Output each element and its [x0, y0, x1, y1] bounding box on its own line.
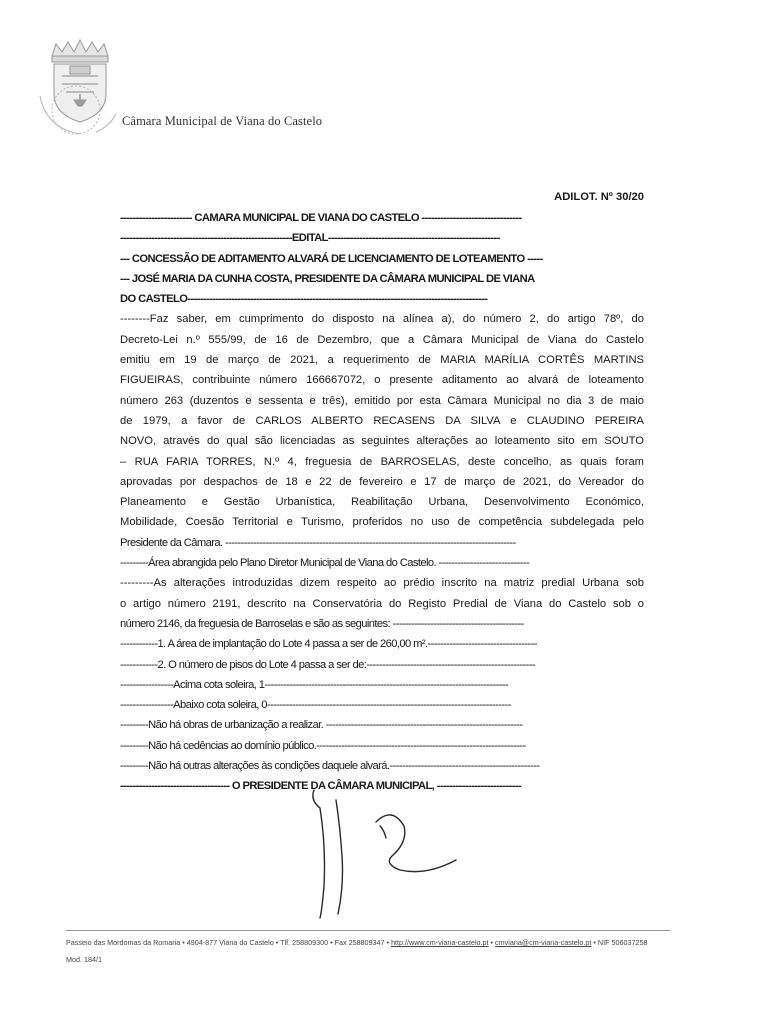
- heading-line-2: -------------------------------------------------------EDITAL-------------------------------------------------------: [120, 232, 500, 245]
- paragraph-line: aprovadas por despachos de 18 e 22 de fevereiro e 17 de março de 2021, do Vereador do: [120, 475, 644, 488]
- footer-separator: •: [488, 938, 496, 947]
- alteration-item: -----------------Abaixo cota soleira, 0------------------------------------------------------------------------------: [120, 699, 511, 712]
- paragraph-line: de 1979, a favor de CARLOS ALBERTO RECASENS DA SILVA e CLAUDINO PEREIRA: [120, 414, 644, 427]
- paragraph-line: Planeamento e Gestão Urbanística, Reabilitação Urbana, Desenvolvimento Económico,: [120, 496, 644, 509]
- paragraph-line: número 2146, da freguesia de Barroselas e são as seguintes: ------------------------------------------: [120, 617, 524, 630]
- paragraph-line: Mobilidade, Coesão Territorial e Turismo, proferidos no uso de competência subdelegada pelo: [120, 516, 644, 529]
- footer-divider: [66, 930, 670, 931]
- footer-email-link[interactable]: cmviana@cm-viana-castelo.pt: [495, 938, 592, 947]
- footer-nif: • NIF 506037258: [591, 938, 648, 947]
- president-signature: [296, 786, 516, 926]
- alteration-item: -----------------Acima cota soleira, 1------------------------------------------------------------------------------: [120, 678, 509, 691]
- paragraph-line: Decreto-Lei n.º 555/99, de 16 de Dezembro, que a Câmara Municipal de Viana do Castelo: [120, 333, 644, 346]
- pdm-area-line: ---------Área abrangida pelo Plano Diretor Municipal de Viana do Castelo. -----------------------------: [120, 557, 530, 570]
- municipality-name: Câmara Municipal de Viana do Castelo: [122, 114, 323, 128]
- heading-line-5: DO CASTELO------------------------------------------------------------------------------------------------: [120, 293, 488, 306]
- heading-line-3: --- CONCESSÃO DE ADITAMENTO ALVARÁ DE LICENCIAMENTO DE LOTEAMENTO -----: [120, 252, 543, 265]
- alteration-item: ---------Não há outras alterações às condições daquele alvará.------------------------------------------------: [120, 760, 540, 773]
- footer-website-link[interactable]: http://www.cm-viana-castelo.pt: [391, 938, 489, 947]
- paragraph-line: o artigo número 2191, descrito na Conservatória do Registo Predial de Viana do Castelo sob o: [120, 597, 644, 610]
- alteration-item: ---------Não há obras de urbanização a realizar. ---------------------------------------------------------------: [120, 719, 523, 732]
- paragraph-line: FIGUEIRAS, contribuinte número 166667072, o presente aditamento ao alvará de loteamento: [120, 374, 644, 387]
- municipal-seal-icon: [36, 36, 120, 136]
- form-model-code: Mod. 184/1: [66, 955, 102, 964]
- alteration-item: ------------1. A área de implantação do Lote 4 passa a ser de 260,00 m².-----------------------------------: [120, 638, 537, 651]
- paragraph-line: NOVO, através do qual são licenciadas as seguintes alterações ao loteamento sito em SOUTO: [120, 435, 644, 448]
- footer-address: Passeio das Mordomas da Romaria • 4904-877 Viana do Castelo • Tlf. 258809300 • Fax 258809347 •: [66, 938, 392, 947]
- heading-line-4: --- JOSÉ MARIA DA CUNHA COSTA, PRESIDENTE DA CÂMARA MUNICIPAL DE VIANA: [120, 272, 535, 285]
- alteration-item: ------------2. O número de pisos do Lote 4 passa a ser de:------------------------------------------------------: [120, 658, 536, 671]
- paragraph-line: emitiu em 19 de março de 2021, a requerimento de MARIA MARÍLIA CORTÊS MARTINS: [120, 354, 644, 367]
- paragraph-line: Presidente da Câmara. ---------------------------------------------------------------------------------------------: [120, 536, 516, 549]
- edital-body: [120, 186, 644, 797]
- alteration-item: ---------Não há cedências ao domínio público.-------------------------------------------------------------------: [120, 739, 526, 752]
- paragraph-line: ---------As alterações introduzidas dizem respeito ao prédio inscrito na matriz predial Urbana sob: [120, 577, 644, 590]
- paragraph-line: número 263 (duzentos e sessenta e três), emitido por esta Câmara Municipal no dia 3 de maio: [120, 394, 644, 407]
- paragraph-line: --------Faz saber, em cumprimento do disposto na alínea a), do número 2, do artigo 78º, do: [120, 313, 644, 326]
- heading-line-1: ----------------------- CAMARA MUNICIPAL DE VIANA DO CASTELO --------------------------------: [120, 212, 522, 224]
- paragraph-line: – RUA FARIA TORRES, N.º 4, freguesia de BARROSELAS, deste concelho, as quais foram: [120, 455, 644, 468]
- document-reference: ADILOT. Nº 30/20: [554, 191, 644, 203]
- closing-president-line: ----------------------------------- O PRESIDENTE DA CÂMARA MUNICIPAL, ---------------------------: [120, 780, 522, 793]
- footer-contacts: [66, 938, 706, 947]
